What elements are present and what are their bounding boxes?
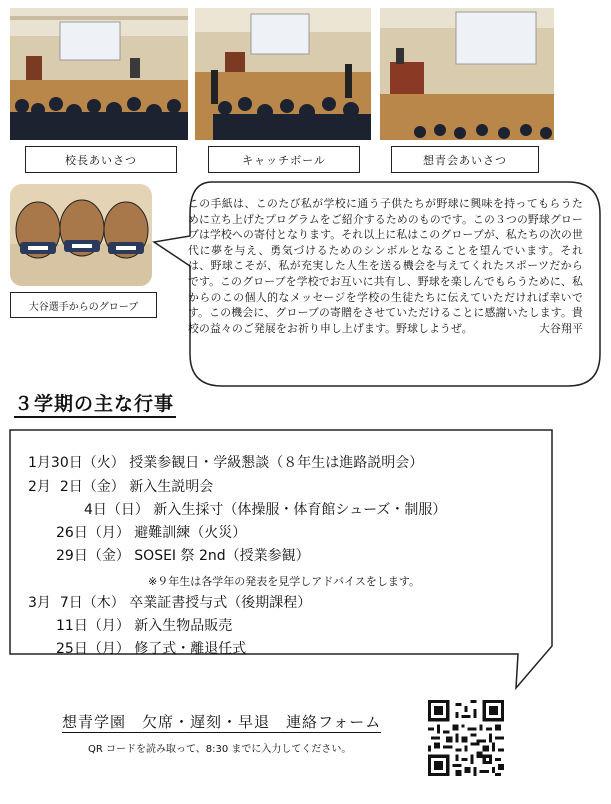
photo-gloves [10,184,152,286]
caption-gloves: 大谷選手からのグローブ [10,292,157,318]
letter-body: この手紙は、このたび私が学校に通う子供たちが野球に興味を持ってもらうために立ち上げたプログラムをご紹介するためのものです。この３つの野球グローブは学校への寄付となります。それ以上に私はこのグローブが、私たちの次の世代に夢を与え、勇気づけるためのシンボルとなることを望んでいます。それは、野球こそが、私が充実した人生を送る機会を与えてくれたスポーツだからです。このグローブを学校でお互いに共有し、野球を楽しんでもらうために、私からのこの個人的なメッセージを学校の生徒たちに伝えていただければ幸いです。この機会に、グローブの寄贈をさせていただけることに感謝いたします。貴校の益々のご発展をお祈り申し上げます。野球しようぜ。 [188,197,583,335]
contact-form-note: QR コードを読み取って、8:30 までに入力してください。 [88,744,352,755]
ohtani-letter [188,196,583,336]
section-title: ３学期の主な行事 [14,392,176,418]
contact-form-title: 想青学園 欠席・遅刻・早退 連絡フォーム [62,713,382,731]
event-row: 3月 7日（木） 卒業証書授与式（後期課程） [28,595,312,611]
event-note: ※９年生は各学年の発表を見学しアドバイスをします。 [148,575,421,588]
event-row: 11日（月） 新入生物品販売 [56,618,233,634]
letter-signature: 大谷翔平 [539,321,583,335]
event-row: 2月 2日（金） 新入生説明会 [28,479,214,495]
caption-catch-ball: キャッチボール [208,146,360,173]
photo-principal-greeting [10,8,188,140]
qr-code-icon[interactable] [428,700,504,776]
event-row: 29日（金） SOSEI 祭 2nd（授業参観） [56,548,310,564]
photo-catch-ball [195,8,371,140]
caption-principal-greeting: 校長あいさつ [25,146,177,173]
event-row: 4日（日） 新入生採寸（体操服・体育館シューズ・制服） [84,502,447,518]
photo-alumni-greeting [380,8,554,140]
caption-alumni-greeting: 想青会あいさつ [391,146,539,173]
event-row: 25日（月） 修了式・離退任式 [56,641,247,657]
event-row: 1月30日（火） 授業参観日・学級懇談（８年生は進路説明会） [28,455,424,471]
event-row: 26日（月） 避難訓練（火災） [56,525,247,541]
